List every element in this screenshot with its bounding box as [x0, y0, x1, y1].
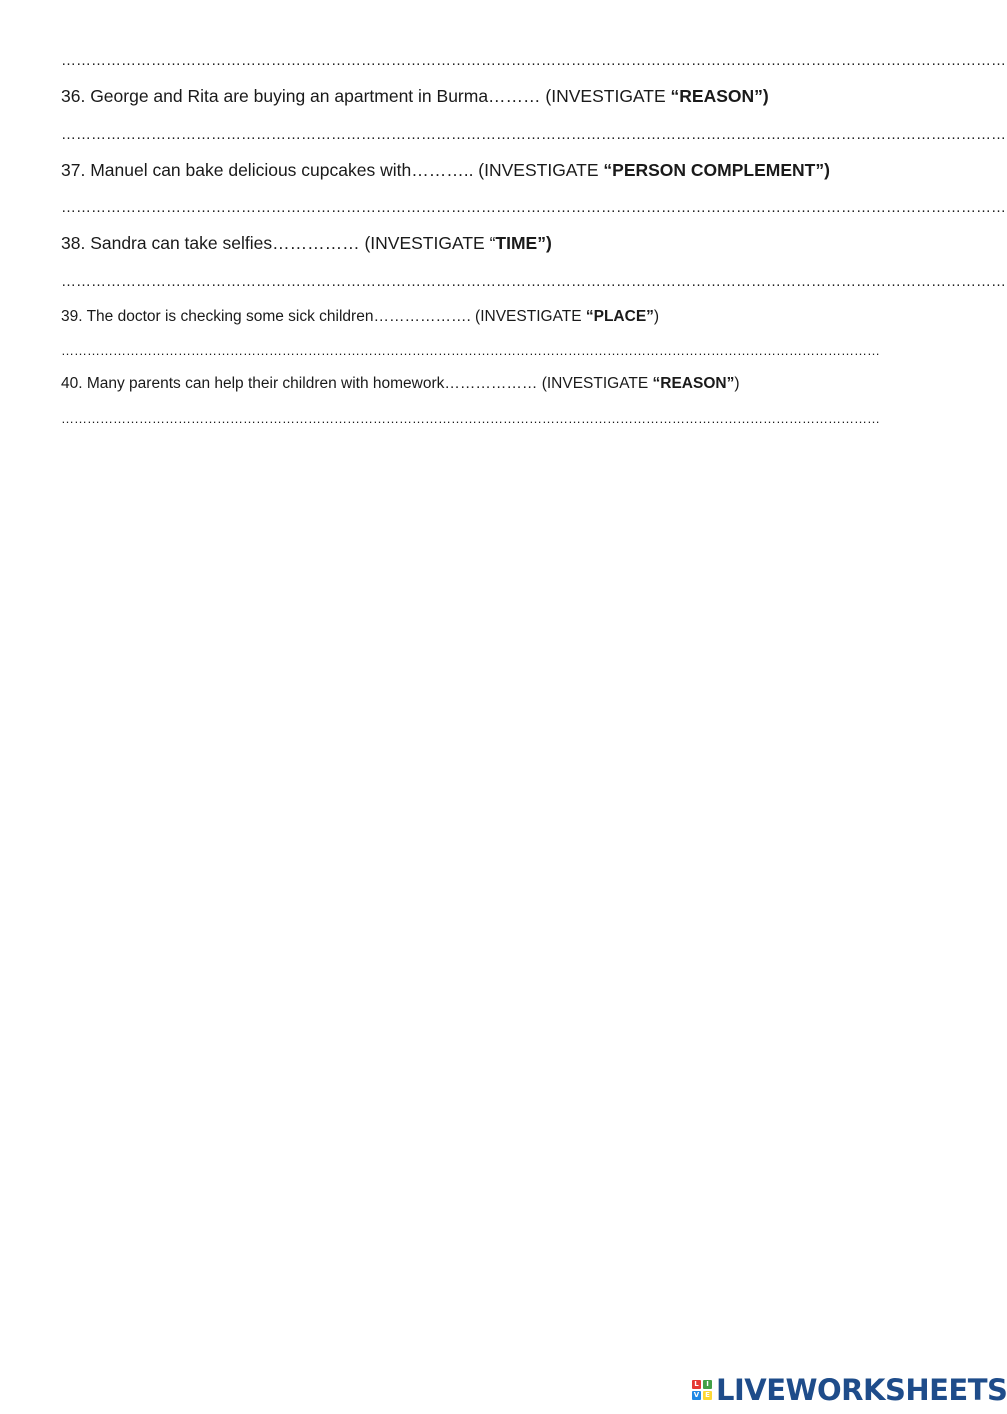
liveworksheets-logo	[692, 1375, 1007, 1405]
question-text: 36. George and Rita are buying an apartment in Burma……… (INVESTIGATE	[61, 86, 671, 106]
answer-line-40[interactable]: ………………………………………………………………………………………………………………………………………………………………………	[61, 411, 880, 426]
logo-text: LIVEWORKSHEETS	[716, 1373, 1007, 1407]
question-text: 39. The doctor is checking some sick children………………. (INVESTIGATE	[61, 308, 586, 325]
question-focus: “PLACE”	[585, 308, 654, 325]
question-focus: “PERSON COMPLEMENT”)	[603, 160, 830, 180]
logo-mark-icon	[692, 1380, 712, 1400]
answer-line-38[interactable]: ………………………………………………………………………………………………………………………………………………………………………	[61, 273, 1006, 290]
question-38	[61, 233, 552, 254]
question-36	[61, 86, 769, 107]
question-focus: “REASON”	[652, 375, 735, 392]
logo-mark-l: L	[692, 1380, 701, 1389]
logo-mark-v: V	[693, 1391, 700, 1399]
question-text: 37. Manuel can bake delicious cupcakes with……….. (INVESTIGATE	[61, 160, 604, 180]
question-focus: TIME”)	[495, 233, 552, 253]
question-text: 38. Sandra can take selfies…………… (INVESTIGATE “	[61, 233, 496, 253]
answer-line-37[interactable]: ………………………………………………………………………………………………………………………………………………………………………	[61, 199, 1006, 216]
answer-line-35[interactable]: ………………………………………………………………………………………………………………………………………………………………………	[61, 52, 1006, 69]
logo-mark-i: I	[703, 1380, 712, 1389]
question-40: 40. Many parents can help their children with homework……………… (INVESTIGATE “REASON”)	[61, 375, 740, 392]
question-37	[61, 160, 830, 181]
answer-line-36[interactable]: ………………………………………………………………………………………………………………………………………………………………………	[61, 126, 1006, 143]
answer-line-39[interactable]: ………………………………………………………………………………………………………………………………………………………………………	[61, 343, 880, 358]
logo-mark-e: E	[703, 1391, 712, 1400]
question-focus: “REASON”)	[670, 86, 769, 106]
question-39: 39. The doctor is checking some sick children………………. (INVESTIGATE “PLACE”)	[61, 308, 660, 325]
question-text: 40. Many parents can help their children with homework……………… (INVESTIGATE	[61, 375, 653, 392]
